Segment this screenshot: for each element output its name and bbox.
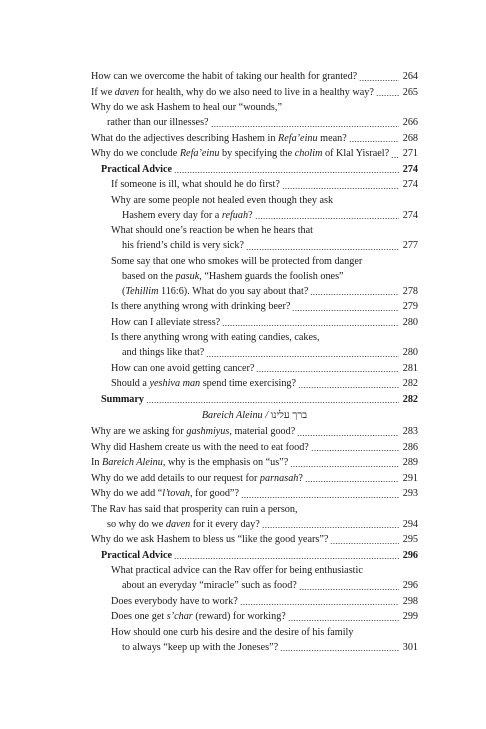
page-number: 296 xyxy=(401,548,418,564)
entry-text: (Tehillim 116:6). What do you say about that? xyxy=(122,285,309,297)
page-number: 279 xyxy=(401,299,418,315)
page-number: 278 xyxy=(401,284,418,300)
toc-entry xyxy=(91,85,418,101)
toc-entry xyxy=(91,131,418,147)
page-number: 264 xyxy=(401,69,418,85)
toc-entry xyxy=(91,640,418,656)
toc-entry xyxy=(91,502,418,518)
dot-leader xyxy=(330,543,398,544)
entry-text: The Rav has said that prosperity can ruin a person, xyxy=(91,503,298,515)
dot-leader xyxy=(391,157,399,158)
page-number: 274 xyxy=(401,162,418,178)
dot-leader xyxy=(174,172,399,173)
entry-text: rather than our illnesses? xyxy=(107,117,209,128)
entry-text: and things like that? xyxy=(122,347,205,358)
entry-text: Hashem every day for a refuah? xyxy=(122,209,253,221)
page-number: 294 xyxy=(401,517,418,533)
dot-leader xyxy=(174,558,399,559)
toc-entry xyxy=(91,609,418,625)
section-heading: Bareich Aleinu / ברך עלינו xyxy=(201,410,308,421)
entry-text: to always “keep up with the Joneses”? xyxy=(122,641,279,653)
entry-text: Is there anything wrong with drinking beer? xyxy=(111,301,291,312)
entry-text: Does one get s’char (reward) for working? xyxy=(111,611,286,622)
toc-entry xyxy=(91,563,418,579)
entry-text: Practical Advice xyxy=(101,549,173,561)
toc-entry xyxy=(91,424,418,440)
page-number: 265 xyxy=(401,85,418,101)
section-title xyxy=(91,392,418,408)
page-number: 298 xyxy=(401,594,418,610)
entry-text: Why do we add “l’tovah, for good”? xyxy=(91,488,239,499)
entry-text: How can I alleviate stress? xyxy=(111,316,221,328)
page-number: 282 xyxy=(401,376,418,392)
toc-entry xyxy=(91,455,418,471)
dot-leader xyxy=(311,450,399,451)
toc-entry xyxy=(91,330,418,346)
page-number: 299 xyxy=(401,609,418,625)
entry-text: Why do we add details to our request for parnasah? xyxy=(91,472,303,484)
page-number: 266 xyxy=(401,115,418,131)
dot-leader xyxy=(246,249,399,250)
table-of-contents xyxy=(91,69,418,655)
dot-leader xyxy=(255,218,399,219)
entry-text: In Bareich Aleinu, why is the emphasis on “us”? xyxy=(91,457,289,468)
page-number: 274 xyxy=(401,177,418,193)
toc-entry xyxy=(91,345,418,361)
dot-leader xyxy=(310,294,398,295)
entry-text: so why do we daven for it every day? xyxy=(107,518,260,530)
entry-text: his friend’s child is very sick? xyxy=(122,240,244,251)
toc-entry xyxy=(91,315,418,331)
section-title xyxy=(91,162,418,178)
toc-entry xyxy=(91,361,418,377)
page-number: 268 xyxy=(401,131,418,147)
toc-entry xyxy=(91,440,418,456)
dot-leader xyxy=(290,466,399,467)
dot-leader xyxy=(146,402,399,403)
toc-entry xyxy=(91,254,418,270)
entry-text: If someone is ill, what should he do first? xyxy=(111,179,280,190)
page-number: 281 xyxy=(401,361,418,377)
dot-leader xyxy=(297,435,398,436)
page-number: 283 xyxy=(401,424,418,440)
toc-entry xyxy=(91,223,418,239)
dot-leader xyxy=(292,310,398,311)
page-number: 280 xyxy=(401,345,418,361)
dot-leader xyxy=(280,650,399,651)
toc-entry xyxy=(91,100,418,116)
entry-text: Why did Hashem create us with the need to eat food? xyxy=(91,441,309,453)
dot-leader xyxy=(240,604,399,605)
entry-text: Summary xyxy=(101,393,145,405)
page-number: 301 xyxy=(401,640,418,656)
entry-text: How can we overcome the habit of taking our health for granted? xyxy=(91,71,358,82)
dot-leader xyxy=(211,126,399,127)
entry-text: How should one curb his desire and the desire of his family xyxy=(111,626,354,638)
toc-entry xyxy=(91,517,418,533)
dot-leader xyxy=(282,188,399,189)
page-number: 280 xyxy=(401,315,418,331)
toc-entry xyxy=(91,471,418,487)
entry-text: If we daven for health, why do we also need to live in a healthy way? xyxy=(91,86,374,98)
toc-entry xyxy=(91,69,418,85)
page-number: 274 xyxy=(401,208,418,224)
entry-text: Why are we asking for gashmiyus, material good? xyxy=(91,426,296,437)
toc-entry xyxy=(91,193,418,209)
page-number: 289 xyxy=(401,455,418,471)
section-title xyxy=(91,548,418,564)
toc-entry xyxy=(91,177,418,193)
entry-text: based on the pasuk, “Hashem guards the foolish ones” xyxy=(122,270,344,282)
entry-text: Why do we ask Hashem to bless us “like the good years”? xyxy=(91,534,329,545)
dot-leader xyxy=(241,497,399,498)
dot-leader xyxy=(349,141,399,142)
toc-entry xyxy=(91,376,418,392)
toc-entry xyxy=(91,238,418,254)
entry-text: What should one’s reaction be when he hears that xyxy=(111,225,313,236)
toc-entry xyxy=(91,208,418,224)
dot-leader xyxy=(376,95,399,96)
page-number: 286 xyxy=(401,440,418,456)
page-number: 277 xyxy=(401,238,418,254)
entry-text: How can one avoid getting cancer? xyxy=(111,362,255,374)
dot-leader xyxy=(298,387,399,388)
dot-leader xyxy=(359,80,399,81)
toc-entry xyxy=(91,115,418,131)
entry-text: Why do we ask Hashem to heal our “wounds,” xyxy=(91,102,282,113)
page-number: 282 xyxy=(401,392,418,408)
dot-leader xyxy=(305,481,399,482)
dot-leader xyxy=(222,325,399,326)
toc-entry xyxy=(91,532,418,548)
page-number: 295 xyxy=(401,532,418,548)
toc-entry xyxy=(91,625,418,641)
page-number: 291 xyxy=(401,471,418,487)
entry-text: Is there anything wrong with eating candies, cakes, xyxy=(111,332,320,343)
toc-entry xyxy=(91,578,418,594)
entry-text: Why are some people not healed even though they ask xyxy=(111,194,334,206)
dot-leader xyxy=(262,527,399,528)
entry-text: What practical advice can the Rav offer for being enthusiastic xyxy=(111,565,363,576)
dot-leader xyxy=(299,589,399,590)
entry-text: Does everybody have to work? xyxy=(111,595,238,607)
toc-entry xyxy=(91,594,418,610)
toc-entry xyxy=(91,284,418,300)
entry-text: Some say that one who smokes will be protected from danger xyxy=(111,255,363,267)
entry-text: about an everyday “miracle” such as food? xyxy=(122,580,297,591)
page-number: 296 xyxy=(401,578,418,594)
dot-leader xyxy=(206,356,398,357)
entry-text: Practical Advice xyxy=(101,163,173,175)
toc-entry xyxy=(91,146,418,162)
page-number: 293 xyxy=(401,486,418,502)
entry-text: Should a yeshiva man spend time exercising? xyxy=(111,378,297,389)
page-number: 271 xyxy=(401,146,418,162)
dot-leader xyxy=(256,371,398,372)
dot-leader xyxy=(288,620,399,621)
entry-text: What do the adjectives describing Hashem in Refa’einu mean? xyxy=(91,132,347,144)
toc-entry xyxy=(91,299,418,315)
toc-entry xyxy=(91,486,418,502)
entry-text: Why do we conclude Refa’einu by specifying the cholim of Klal Yisrael? xyxy=(91,148,390,159)
toc-entry xyxy=(91,269,418,285)
